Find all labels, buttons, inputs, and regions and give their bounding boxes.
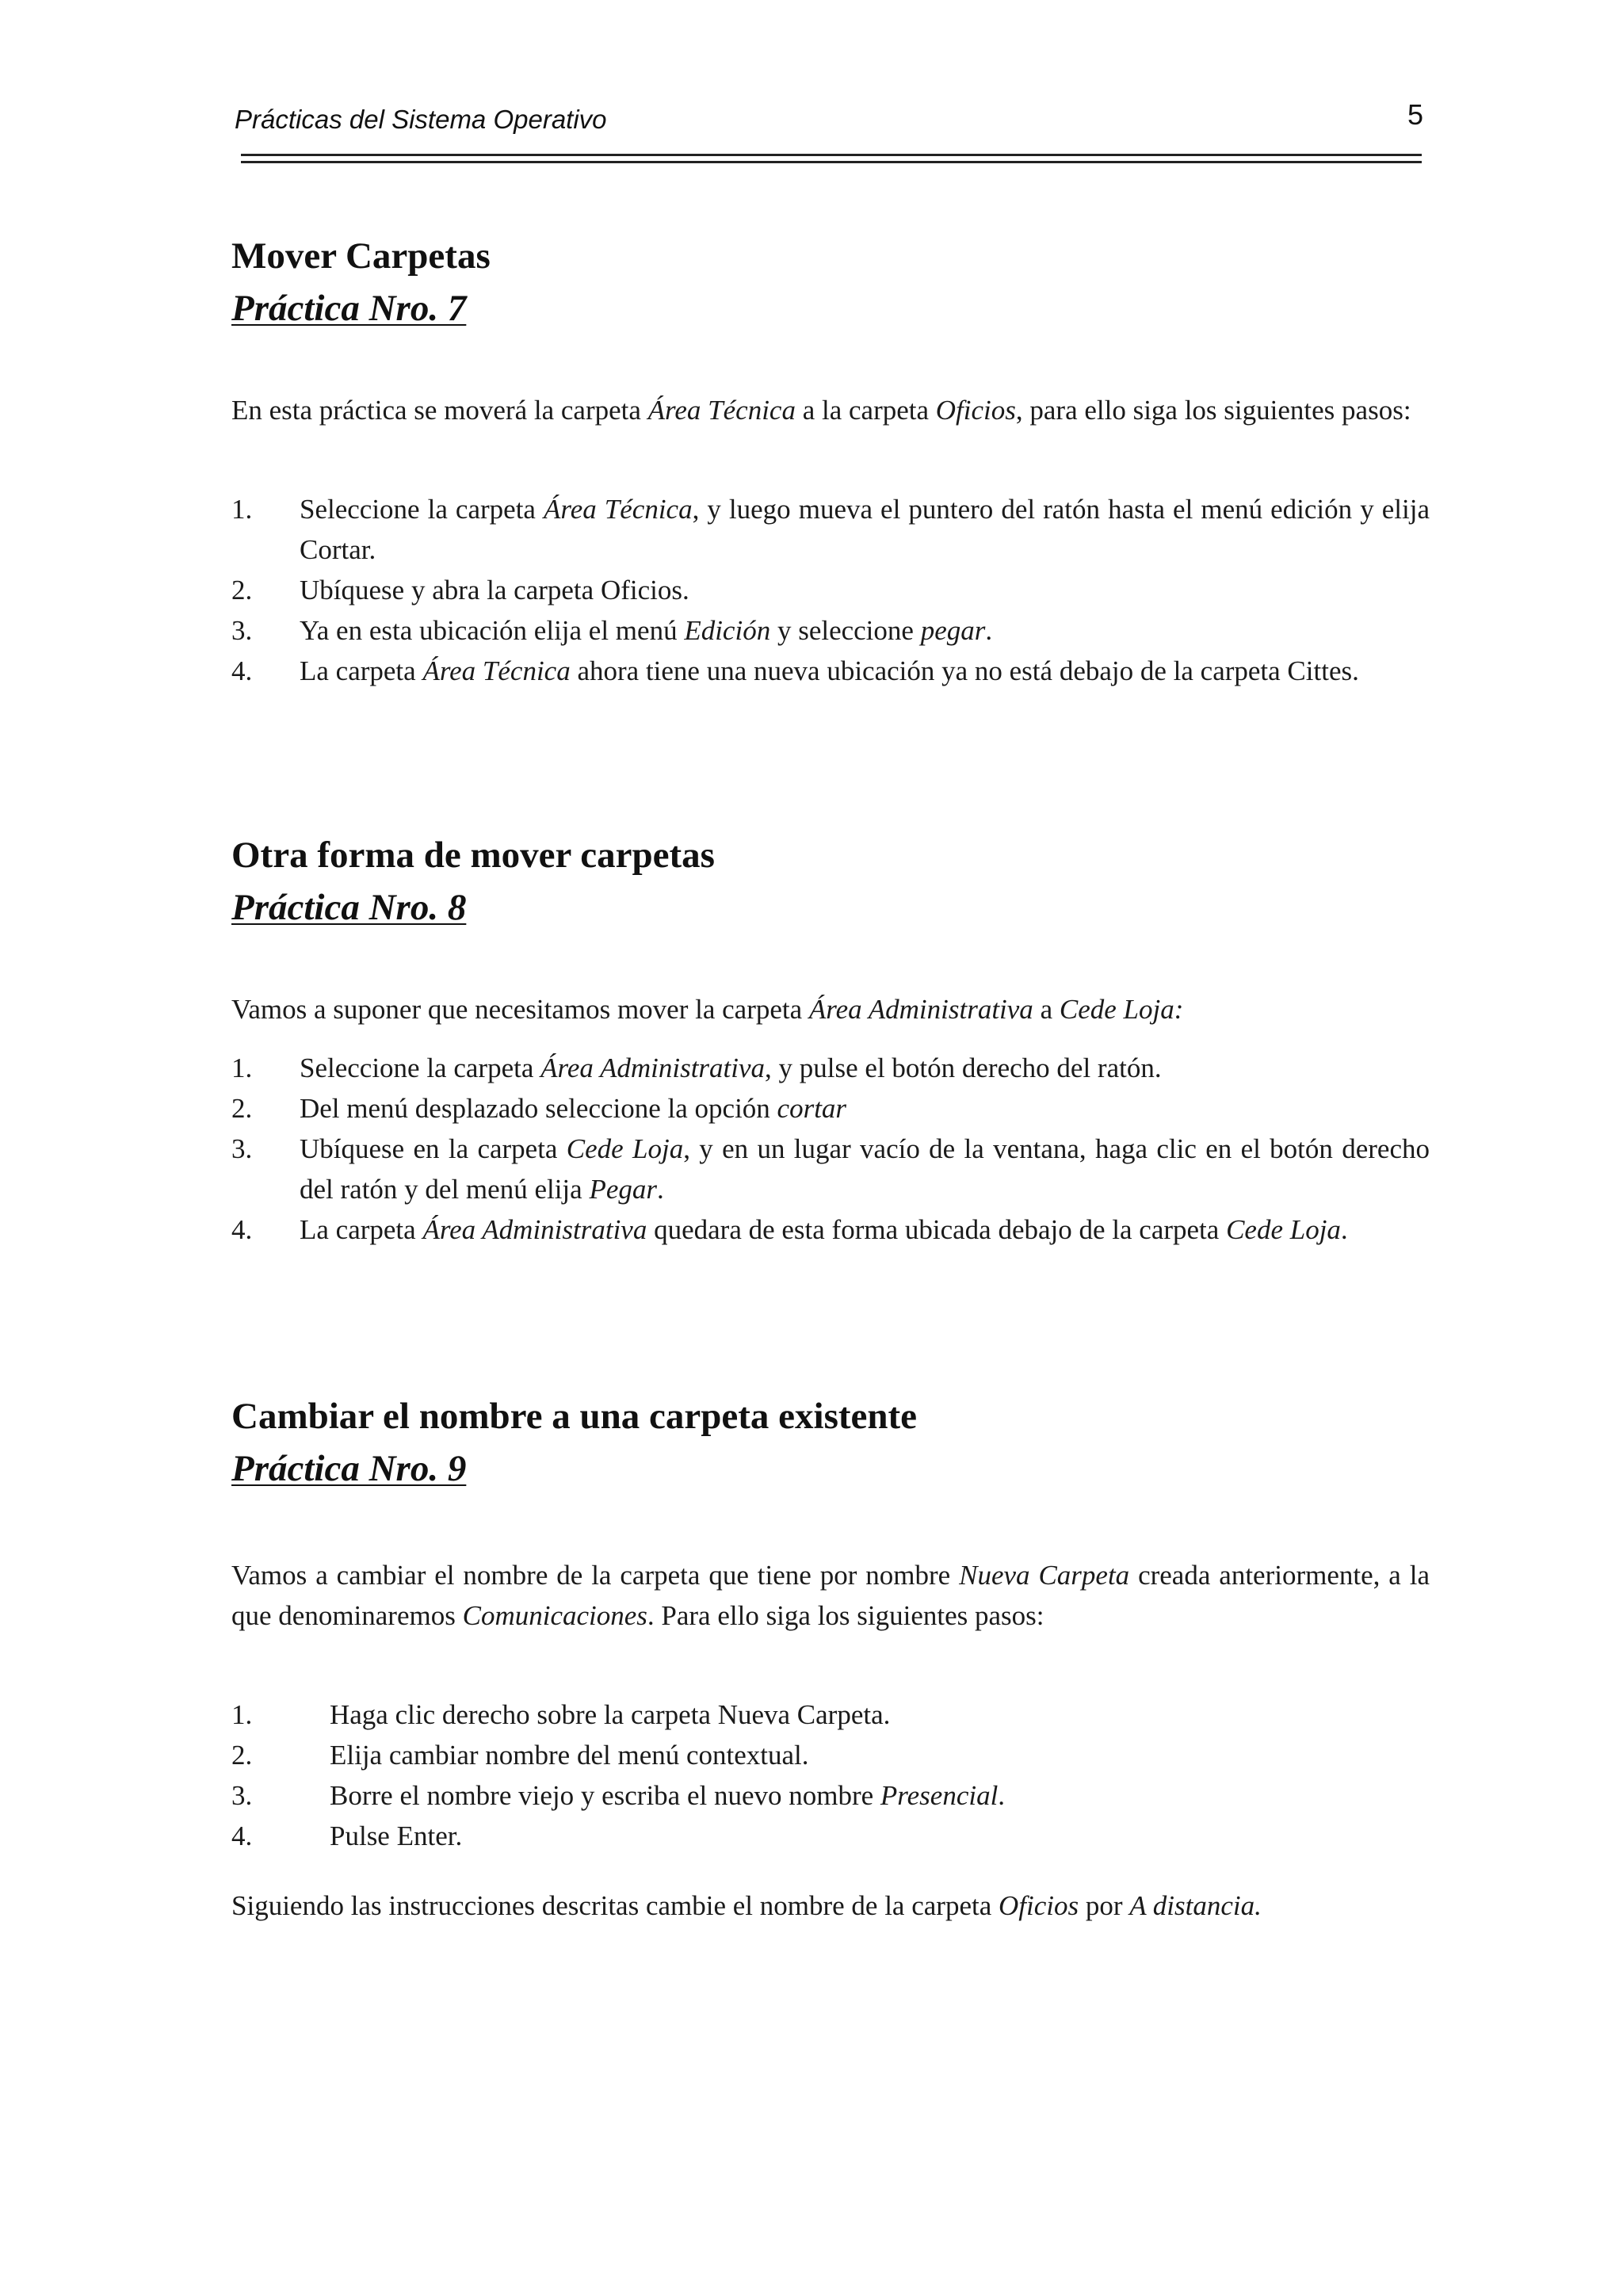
text-run: y seleccione xyxy=(770,615,921,646)
list-item xyxy=(231,1775,1430,1816)
list-number: 2. xyxy=(231,1740,253,1771)
list-number: 4. xyxy=(231,1214,253,1245)
text-run: A distancia. xyxy=(1129,1890,1262,1921)
text-run: Siguiendo las instrucciones descritas cambie el nombre de la carpeta xyxy=(231,1890,999,1921)
text-run: por xyxy=(1079,1890,1130,1921)
text-run: Borre el nombre viejo y escriba el nuevo nombre xyxy=(330,1780,880,1811)
list-item xyxy=(231,570,1430,610)
list-number: 4. xyxy=(231,1820,253,1851)
text-run: Área Administrativa xyxy=(422,1214,647,1245)
text-run: Ya en esta ubicación elija el menú xyxy=(300,615,685,646)
list-item xyxy=(231,1694,1430,1735)
text-run: Oficios xyxy=(935,395,1016,426)
text-run: Pulse Enter. xyxy=(330,1820,463,1851)
steps-list xyxy=(231,1048,1430,1250)
section-intro-paragraph xyxy=(231,390,1430,430)
text-run: Cede Loja xyxy=(566,1133,684,1164)
steps-list xyxy=(231,489,1430,691)
text-run: , y luego mueva el puntero del ratón hasta el menú edición y elija Cortar. xyxy=(300,494,1430,565)
list-item xyxy=(231,651,1430,691)
list-item xyxy=(231,489,1430,570)
closing-paragraph xyxy=(231,1885,1430,1926)
section-intro-paragraph xyxy=(231,989,1430,1030)
header-rule-bottom xyxy=(241,161,1422,163)
list-item xyxy=(231,1735,1430,1775)
section-subheading-practica-8: Práctica Nro. 8 xyxy=(231,887,467,928)
text-run: Seleccione la carpeta xyxy=(300,494,544,525)
text-run: Cede Loja: xyxy=(1059,994,1184,1025)
text-run: Área Administrativa xyxy=(540,1052,766,1083)
text-run: Vamos a cambiar el nombre de la carpeta que tiene por nombre xyxy=(231,1560,960,1591)
list-number: 4. xyxy=(231,655,253,686)
text-run: a la carpeta xyxy=(795,395,936,426)
section-subheading-practica-7: Práctica Nro. 7 xyxy=(231,288,467,329)
text-run: La carpeta xyxy=(300,1214,423,1245)
list-item xyxy=(231,610,1430,651)
text-run: pegar xyxy=(920,615,986,646)
list-number: 2. xyxy=(231,1093,253,1124)
list-number: 3. xyxy=(231,615,253,646)
list-number: 3. xyxy=(231,1133,253,1164)
text-run: . xyxy=(656,1174,664,1205)
text-run: Ubíquese y abra la carpeta Oficios. xyxy=(300,575,689,606)
text-run: En esta práctica se moverá la carpeta xyxy=(231,395,648,426)
list-number: 1. xyxy=(231,494,253,525)
text-run: Área Técnica xyxy=(647,395,796,426)
list-item xyxy=(231,1816,1430,1856)
text-run: ahora tiene una nueva ubicación ya no está debajo de la carpeta Cittes. xyxy=(570,655,1359,686)
section-heading-mover-carpetas: Mover Carpetas xyxy=(231,235,491,277)
text-run: , para ello siga los siguientes pasos: xyxy=(1015,395,1411,426)
list-item xyxy=(231,1209,1430,1250)
section-intro-paragraph xyxy=(231,1555,1430,1636)
text-run: . Para ello siga los siguientes pasos: xyxy=(647,1600,1044,1631)
text-run: , y en un lugar vacío de la ventana, haga clic en el botón derecho del ratón y del menú elija xyxy=(300,1133,1430,1205)
text-run: Pegar xyxy=(589,1174,657,1205)
text-run: Oficios xyxy=(999,1890,1079,1921)
text-run: Del menú desplazado seleccione la opción xyxy=(300,1093,777,1124)
text-run: Área Técnica xyxy=(544,494,693,525)
text-run: . xyxy=(1340,1214,1348,1245)
list-number: 2. xyxy=(231,575,253,606)
text-run: Nueva Carpeta xyxy=(959,1560,1130,1591)
text-run: a xyxy=(1033,994,1060,1025)
text-run: La carpeta xyxy=(300,655,423,686)
section-heading-cambiar-nombre: Cambiar el nombre a una carpeta existente xyxy=(231,1396,918,1437)
text-run: cortar xyxy=(777,1093,847,1124)
section-heading-otra-forma: Otra forma de mover carpetas xyxy=(231,835,715,876)
text-run: Ubíquese en la carpeta xyxy=(300,1133,567,1164)
list-number: 3. xyxy=(231,1780,253,1811)
list-item xyxy=(231,1048,1430,1088)
text-run: . xyxy=(998,1780,1006,1811)
text-run: Comunicaciones xyxy=(462,1600,647,1631)
text-run: Área Administrativa xyxy=(808,994,1033,1025)
text-run: Haga clic derecho sobre la carpeta Nueva Carpeta. xyxy=(330,1699,891,1730)
list-item xyxy=(231,1129,1430,1209)
text-run: Presencial xyxy=(880,1780,999,1811)
text-run: Área Técnica xyxy=(422,655,571,686)
text-run: , y pulse el botón derecho del ratón. xyxy=(765,1052,1162,1083)
steps-list xyxy=(231,1694,1430,1856)
text-run: creada anteriormente, a la que denominaremos xyxy=(231,1560,1430,1631)
section-subheading-practica-9: Práctica Nro. 9 xyxy=(231,1448,467,1489)
text-run: Edición xyxy=(684,615,771,646)
list-number: 1. xyxy=(231,1699,253,1730)
text-run: Seleccione la carpeta xyxy=(300,1052,541,1083)
page-number: 5 xyxy=(1407,98,1424,131)
text-run: Vamos a suponer que necesitamos mover la carpeta xyxy=(231,994,809,1025)
list-number: 1. xyxy=(231,1052,253,1083)
text-run: quedara de esta forma ubicada debajo de la carpeta xyxy=(647,1214,1227,1245)
header-rule-top xyxy=(241,154,1422,156)
page-header-title: Prácticas del Sistema Operativo xyxy=(235,105,607,134)
text-run: Cede Loja xyxy=(1226,1214,1341,1245)
list-item xyxy=(231,1088,1430,1129)
text-run: Elija cambiar nombre del menú contextual. xyxy=(330,1740,809,1771)
text-run: . xyxy=(985,615,993,646)
